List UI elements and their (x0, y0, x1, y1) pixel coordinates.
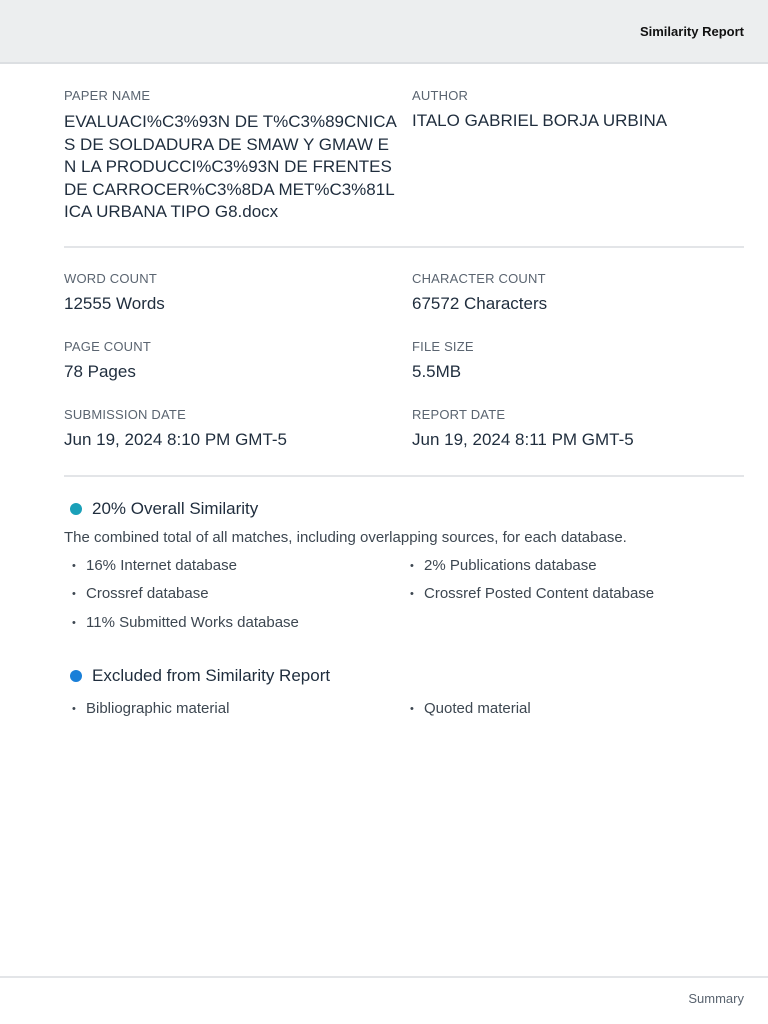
list-item (72, 585, 209, 602)
author-value: ITALO GABRIEL BORJA URBINA (412, 111, 668, 130)
file-size-label: FILE SIZE (412, 339, 474, 354)
report-date-label: REPORT DATE (412, 407, 506, 422)
footer-divider (0, 976, 768, 978)
list-item-label: Crossref Posted Content database (424, 585, 655, 602)
page-count-label: PAGE COUNT (64, 339, 151, 354)
bullet-icon: • (410, 702, 414, 715)
list-item (72, 614, 299, 631)
list-item (410, 700, 531, 717)
list-item-label: 11% Submitted Works database (86, 614, 299, 631)
list-item (72, 557, 237, 574)
paper-name-label: PAPER NAME (64, 88, 151, 103)
excluded-section-header (70, 666, 330, 686)
list-item-label: Quoted material (424, 700, 531, 717)
footer-summary-label: Summary (688, 991, 744, 1006)
excluded-dot-icon (70, 670, 82, 682)
similarity-description: The combined total of all matches, including overlapping sources, for each database. (64, 529, 627, 546)
list-item (410, 557, 597, 574)
report-title: Similarity Report (639, 24, 744, 39)
word-count-label: WORD COUNT (64, 271, 157, 286)
file-size-value: 5.5MB (412, 362, 462, 381)
divider (64, 475, 744, 477)
list-item (410, 585, 654, 602)
list-item-label: 16% Internet database (86, 557, 237, 574)
character-count-label: CHARACTER COUNT (412, 271, 546, 286)
list-item-label: 2% Publications database (424, 557, 597, 574)
author-label: AUTHOR (412, 88, 469, 103)
bullet-icon: • (72, 616, 76, 629)
paper-name-value: EVALUACI%C3%93N DE T%C3%89CNICAS DE SOLDADURA DE SMAW Y GMAW EN LA PRODUCCI%C3%93N DE FRENTES DE CARROCER%C3%8DA MET%C3%81LICA URBANA TIPO G8.docx (64, 112, 397, 221)
excluded-title: Excluded from Similarity Report (92, 666, 331, 685)
page-count-value: 78 Pages (64, 362, 136, 381)
list-item-label: Crossref database (86, 585, 209, 602)
submission-date-label: SUBMISSION DATE (64, 407, 186, 422)
header-bar (0, 0, 768, 64)
list-item-label: Bibliographic material (86, 700, 230, 717)
divider (64, 246, 744, 248)
report-date-value: Jun 19, 2024 8:11 PM GMT-5 (412, 430, 634, 449)
bullet-icon: • (410, 587, 414, 600)
list-item (72, 700, 229, 717)
bullet-icon: • (72, 559, 76, 572)
word-count-value: 12555 Words (64, 294, 165, 313)
bullet-icon: • (72, 587, 76, 600)
similarity-section-header (70, 499, 258, 519)
similarity-dot-icon (70, 503, 82, 515)
bullet-icon: • (410, 559, 414, 572)
similarity-title: 20% Overall Similarity (92, 499, 259, 518)
bullet-icon: • (72, 702, 76, 715)
character-count-value: 67572 Characters (412, 294, 548, 313)
submission-date-value: Jun 19, 2024 8:10 PM GMT-5 (64, 430, 288, 449)
